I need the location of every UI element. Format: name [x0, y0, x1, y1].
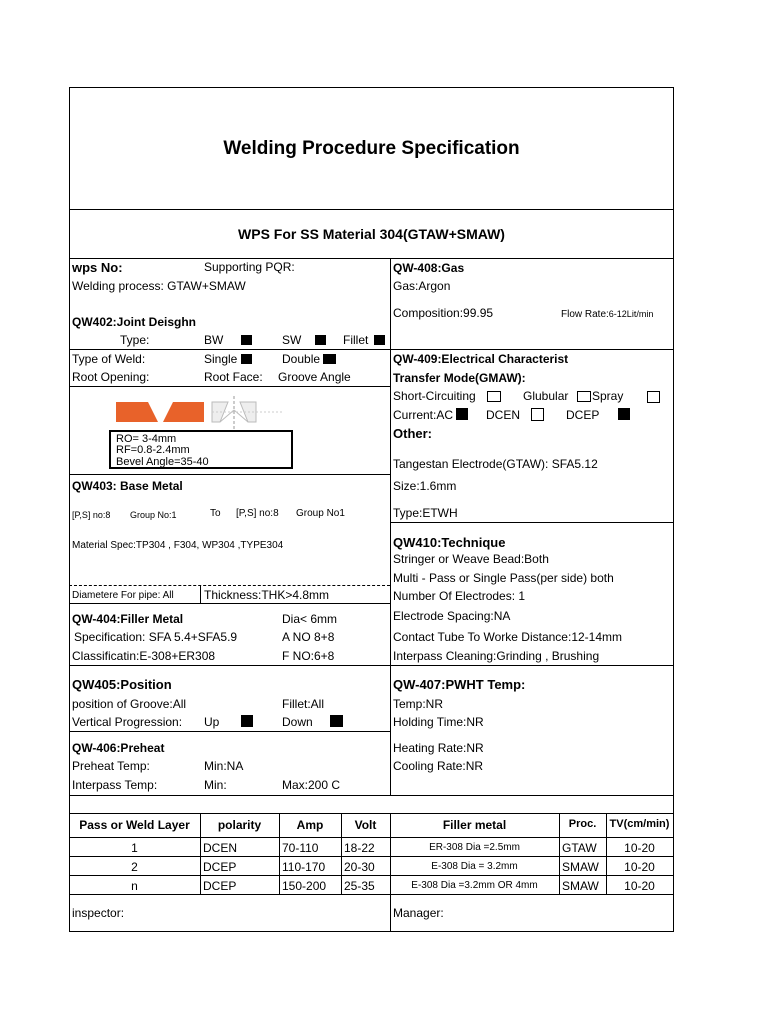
table-cell-proc: SMAW	[562, 879, 599, 893]
divider-left-1	[69, 349, 390, 350]
table-cell-amp: 110-170	[282, 860, 326, 874]
table-cell-tv: 10-20	[624, 841, 655, 855]
dcep-option	[566, 408, 630, 422]
number-of-electrodes: Number Of Electrodes: 1	[393, 589, 526, 603]
dcen-checkbox[interactable]	[531, 408, 544, 421]
cooling-rate: Cooling Rate:NR	[393, 759, 484, 773]
outer-border-bottom	[69, 931, 674, 932]
fillet-checked-box	[374, 335, 385, 345]
single-label: Single	[204, 352, 238, 366]
pwht-temp: Temp:NR	[393, 697, 444, 711]
composition: Composition:99.95	[393, 306, 494, 320]
other-heading: Other:	[393, 426, 432, 441]
table-header-tv: TV(cm/min)	[609, 818, 670, 830]
divider-table-bottom	[69, 894, 674, 895]
single-option	[204, 352, 252, 366]
up-option	[204, 715, 253, 729]
short-circuiting-option	[393, 389, 501, 403]
interpass-cleaning: Interpass Cleaning:Grinding , Brushing	[393, 649, 600, 663]
holding-time: Holding Time:NR	[393, 715, 484, 729]
fillet-position: Fillet:All	[282, 697, 325, 711]
table-header-polarity: polarity	[217, 818, 262, 832]
bevel-plate-left	[116, 402, 158, 422]
type-label: Type:	[120, 333, 150, 347]
divider-thickness	[200, 586, 201, 604]
preheat-min: Min:NA	[204, 759, 244, 773]
globular-checkbox[interactable]	[577, 391, 591, 402]
up-checked-box	[241, 715, 253, 727]
wps-no-label: wps No:	[72, 260, 123, 275]
table-cell-filler: E-308 Dia =3.2mm OR 4mm	[411, 880, 538, 891]
table-cell-polarity: DCEP	[203, 860, 237, 874]
divider-table-row-2	[69, 875, 674, 876]
down-option	[282, 715, 343, 729]
divider-table-row-1	[69, 856, 674, 857]
spray-checkbox[interactable]	[647, 391, 660, 403]
table-cell-amp: 70-110	[282, 841, 319, 855]
divider-left-3	[69, 474, 390, 475]
ps-no-right: [P,S] no:8	[236, 508, 279, 519]
electrode-spec: Tangestan Electrode(GTAW): SFA5.12	[393, 457, 598, 471]
table-cell-polarity: DCEP	[203, 879, 237, 893]
manager-label: Manager:	[393, 906, 444, 920]
a-no-label: A NO 8+8	[282, 630, 335, 644]
table-cell-filler: ER-308 Dia =2.5mm	[429, 842, 520, 853]
transfer-mode-label: Transfer Mode(GMAW):	[393, 371, 526, 385]
table-cell-volt: 20-30	[344, 860, 375, 874]
outer-border-left	[69, 87, 70, 932]
preheat-temp-label: Preheat Temp:	[72, 759, 150, 773]
sketch-bevel-text: Bevel Angle=35-40	[116, 456, 209, 468]
material-spec: Material Spec:TP304 , F304, WP304 ,TYPE304	[72, 540, 284, 551]
group-no-left: Group No:1	[130, 510, 177, 520]
root-opening-label: Root Opening:	[72, 370, 150, 384]
down-label: Down	[282, 715, 313, 729]
bw-checked-box	[241, 335, 252, 345]
divider-left-4	[69, 603, 390, 604]
group-no-right: Group No1	[296, 508, 345, 519]
table-cell-tv: 10-20	[624, 860, 655, 874]
current-label: Current:AC	[393, 408, 454, 422]
fillet-label: Fillet	[343, 333, 369, 347]
contact-tube-distance: Contact Tube To Worke Distance:12-14mm	[393, 630, 622, 644]
specification-label: Specification: SFA 5.4+SFA5.9	[74, 630, 238, 644]
electrode-type: Type:ETWH	[393, 506, 458, 520]
short-circuiting-checkbox[interactable]	[487, 391, 501, 402]
vertical-progression-label: Vertical Progression:	[72, 715, 183, 729]
short-circuiting-label: Short-Circuiting	[393, 389, 476, 403]
table-header-volt: Volt	[354, 818, 377, 832]
interpass-max: Max:200 C	[282, 778, 341, 792]
groove-angle-label: Groove Angle	[278, 370, 351, 384]
divider-left-2	[69, 386, 390, 387]
electrical-heading: QW-409:Electrical Characterist	[393, 352, 569, 366]
fillet-option	[343, 333, 385, 347]
filler-metal-heading: QW-404:Filler Metal	[72, 612, 184, 626]
sketch-rf-text: RF=0.8-2.4mm	[116, 444, 190, 456]
bevel-plate-right	[163, 402, 204, 422]
outer-border-right	[673, 87, 674, 932]
double-checked-box	[323, 354, 336, 364]
divider-table-header-bottom	[69, 837, 674, 838]
f-no-label: F NO:6+8	[282, 649, 335, 663]
flow-rate-value: 6-12Lit/min	[608, 309, 654, 319]
table-cell-proc: SMAW	[562, 860, 599, 874]
page-subtitle: WPS For SS Material 304(GTAW+SMAW)	[238, 226, 505, 242]
double-option	[282, 352, 336, 366]
groove-position: position of Groove:All	[72, 697, 187, 711]
table-cell-polarity: DCEN	[203, 841, 238, 855]
outer-border-top	[69, 87, 674, 88]
joint-design-heading: QW402:Joint Deisghn	[72, 315, 197, 329]
pwht-heading: QW-407:PWHT Temp:	[393, 677, 526, 692]
multi-pass: Multi - Pass or Single Pass(per side) both	[393, 571, 614, 585]
supporting-pqr-label: Supporting PQR:	[204, 260, 295, 274]
divider-right-3	[390, 665, 674, 666]
table-cell-filler: E-308 Dia = 3.2mm	[431, 861, 518, 872]
table-header-amp: Amp	[296, 818, 324, 832]
gas-type: Gas:Argon	[393, 279, 451, 293]
dcen-option	[486, 408, 544, 422]
stringer-weave: Stringer or Weave Bead:Both	[393, 552, 549, 566]
divider-center	[390, 258, 391, 795]
table-header-proc: Proc.	[568, 818, 597, 830]
table-cell-volt: 25-35	[344, 879, 375, 893]
sw-label: SW	[282, 333, 302, 347]
table-cell-amp: 150-200	[282, 879, 327, 893]
divider-right-2	[390, 522, 674, 523]
preheat-heading: QW-406:Preheat	[72, 741, 165, 755]
type-of-weld-label: Type of Weld:	[72, 352, 146, 366]
page-title: Welding Procedure Specification	[223, 138, 520, 159]
to-label: To	[210, 508, 221, 519]
down-checked-box	[330, 715, 343, 727]
diameter-label: Diametere For pipe: All	[72, 590, 174, 601]
sw-option	[282, 333, 326, 347]
gas-heading: QW-408:Gas	[393, 261, 465, 275]
inspector-label: inspector:	[72, 906, 125, 920]
classification-label: Classificatin:E-308+ER308	[72, 649, 216, 663]
dia-label: Dia< 6mm	[282, 612, 338, 626]
divider-table-top	[69, 795, 674, 796]
position-heading: QW405:Position	[72, 677, 172, 692]
bw-label: BW	[204, 333, 224, 347]
divider-title	[69, 209, 674, 210]
table-cell-pass: n	[131, 879, 138, 893]
sw-checked-box	[315, 335, 326, 345]
table-header-filler: Filler metal	[442, 818, 507, 832]
single-checked-box	[241, 354, 252, 364]
bw-option	[204, 333, 252, 347]
dcep-label: DCEP	[566, 408, 600, 422]
spray-label: Spray	[592, 389, 624, 403]
electrode-spacing: Electrode Spacing:NA	[393, 609, 511, 623]
table-cell-pass: 1	[131, 841, 138, 855]
table-header-pass: Pass or Weld Layer	[79, 818, 190, 832]
globular-label: Glubular	[523, 389, 569, 403]
dcep-checked-box	[618, 408, 630, 420]
base-metal-heading: QW403: Base Metal	[72, 479, 183, 493]
table-cell-proc: GTAW	[562, 841, 597, 855]
divider-right-1	[390, 349, 674, 350]
divider-subtitle	[69, 258, 674, 259]
current-option	[393, 408, 468, 422]
joint-sketch	[108, 396, 298, 470]
technique-heading: QW410:Technique	[393, 535, 506, 550]
interpass-temp-label: Interpass Temp:	[72, 778, 158, 792]
current-ac-checked-box	[456, 408, 468, 420]
divider-table-header-top	[69, 813, 674, 814]
sketch-ro-text: RO= 3-4mm	[116, 433, 177, 445]
globular-option	[523, 389, 591, 403]
interpass-min: Min:	[204, 778, 227, 792]
thickness-label: Thickness:THK>4.8mm	[204, 588, 330, 602]
root-face-label: Root Face:	[204, 370, 263, 384]
table-cell-volt: 18-22	[344, 841, 375, 855]
dcen-label: DCEN	[486, 408, 521, 422]
flow-rate	[561, 306, 653, 320]
electrode-size: Size:1.6mm	[393, 479, 457, 493]
divider-left-5	[69, 665, 390, 666]
dash-line	[69, 585, 390, 586]
table-cell-tv: 10-20	[624, 879, 655, 893]
up-label: Up	[204, 715, 220, 729]
ps-no-left: [P,S] no:8	[72, 510, 111, 520]
table-cell-pass: 2	[131, 860, 138, 874]
double-label: Double	[282, 352, 321, 366]
divider-left-6	[69, 731, 390, 732]
welding-process: Welding process: GTAW+SMAW	[72, 279, 246, 293]
flow-rate-label: Flow Rate:	[561, 309, 609, 320]
heating-rate: Heating Rate:NR	[393, 741, 484, 755]
